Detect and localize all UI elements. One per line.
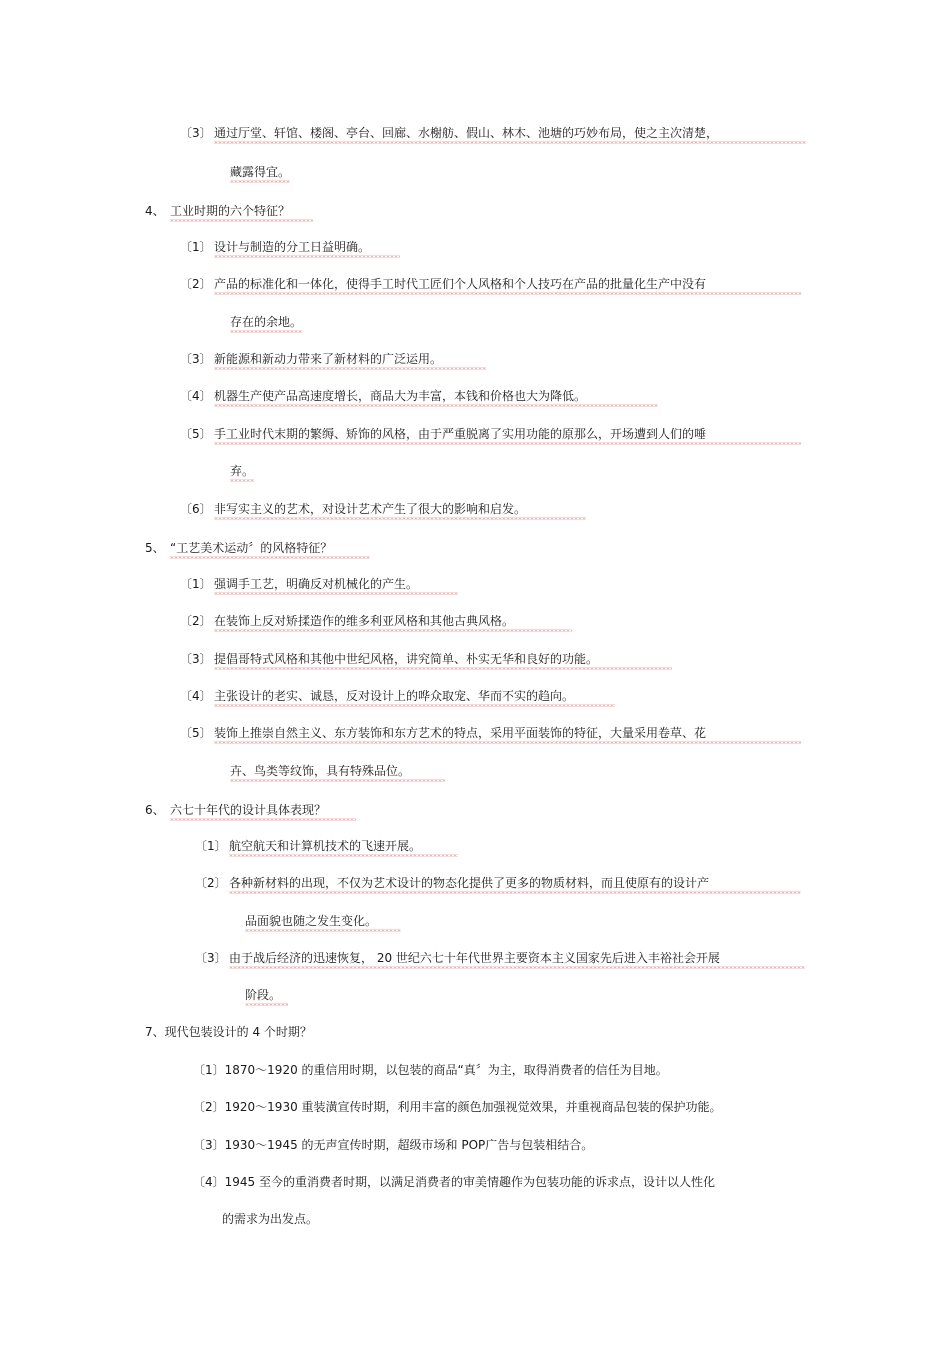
list-item-text: 手工业时代末期的繁缛、矫饰的风格，由于严重脱离了实用功能的原那么，开场遭到人们的唾 bbox=[214, 425, 801, 445]
item-number: 〔6〕 bbox=[180, 502, 212, 516]
list-item-text: 存在的余地。 bbox=[230, 313, 302, 333]
list-item-text: 非写实主义的艺术，对设计艺术产生了很大的影响和启发。 bbox=[214, 500, 586, 520]
list-item-text: 设计与制造的分工日益明确。 bbox=[214, 238, 400, 258]
list-item-text: 强调手工艺，明确反对机械化的产生。 bbox=[214, 575, 458, 595]
section-heading: 7、现代包装设计的 4 个时期？ bbox=[145, 1025, 312, 1039]
list-item-text: 阶段。 bbox=[245, 986, 288, 1006]
list-item-text: 藏露得宜。 bbox=[230, 163, 290, 183]
item-number: 〔1〕 bbox=[180, 240, 212, 254]
list-item-text: 各种新材料的出现，不仅为艺术设计的物态化提供了更多的物质材料，而且使原有的设计产 bbox=[229, 874, 801, 894]
section-number: 6、 bbox=[145, 803, 165, 817]
list-item-text: 装饰上推崇自然主义、东方装饰和东方艺术的特点，采用平面装饰的特征，大量采用卷草、花 bbox=[214, 724, 801, 744]
section-heading: “工艺美术运动〞的风格特征？ bbox=[170, 539, 370, 559]
list-item-text: 由于战后经济的迅速恢复， 20 世纪六七十年代世界主要资本主义国家先后进入丰裕社会开展 bbox=[229, 949, 805, 969]
item-number: 〔2〕 bbox=[195, 876, 227, 890]
item-number: 〔2〕 bbox=[180, 277, 212, 291]
item-number: 〔2〕 bbox=[180, 614, 212, 628]
list-item-text: 〔1〕1870～1920 的重信用时期，以包装的商品“真〞为主，取得消费者的信任为目地。 bbox=[193, 1063, 668, 1077]
item-number: 〔4〕 bbox=[180, 389, 212, 403]
item-number: 〔3〕 bbox=[180, 126, 212, 140]
list-item-text: 通过厅堂、轩馆、楼阁、亭台、回廊、水榭舫、假山、林木、池塘的巧妙布局，使之主次清楚， bbox=[214, 124, 806, 144]
item-number: 〔3〕 bbox=[180, 352, 212, 366]
item-number: 〔3〕 bbox=[195, 951, 227, 965]
section-heading: 工业时期的六个特征？ bbox=[170, 202, 313, 222]
item-number: 〔5〕 bbox=[180, 427, 212, 441]
item-number: 〔1〕 bbox=[195, 839, 227, 853]
list-item-text: 提倡哥特式风格和其他中世纪风格，讲究简单、朴实无华和良好的功能。 bbox=[214, 650, 672, 670]
list-item-text: 品面貌也随之发生变化。 bbox=[245, 912, 401, 932]
list-item-text: 机器生产使产品高速度增长，商品大为丰富，本钱和价格也大为降低。 bbox=[214, 387, 658, 407]
item-number: 〔5〕 bbox=[180, 726, 212, 740]
item-number: 〔1〕 bbox=[180, 577, 212, 591]
list-item-text: 〔3〕1930～1945 的无声宣传时期，超级市场和 POP广告与包装相结合。 bbox=[193, 1138, 594, 1152]
list-item-text: 航空航天和计算机技术的飞速开展。 bbox=[229, 837, 458, 857]
list-item-text: 〔4〕1945 至今的重消费者时期，以满足消费者的审美情趣作为包装功能的诉求点，设计以人性化 bbox=[193, 1175, 715, 1189]
section-number: 4、 bbox=[145, 204, 165, 218]
list-item-text: 主张设计的老实、诚恳，反对设计上的哗众取宠、华而不实的趋向。 bbox=[214, 687, 615, 707]
item-number: 〔3〕 bbox=[180, 652, 212, 666]
section-number: 5、 bbox=[145, 541, 165, 555]
list-item-text: 在装饰上反对矫揉造作的维多利亚风格和其他古典风格。 bbox=[214, 612, 572, 632]
item-number: 〔4〕 bbox=[180, 689, 212, 703]
list-item-text: 产品的标准化和一体化，使得手工时代工匠们个人风格和个人技巧在产品的批量化生产中没有 bbox=[214, 275, 801, 295]
list-item-text: 卉、鸟类等纹饰，具有特殊品位。 bbox=[230, 762, 445, 782]
section-heading: 六七十年代的设计具体表现？ bbox=[170, 801, 356, 821]
list-item-text: 新能源和新动力带来了新材料的广泛运用。 bbox=[214, 350, 486, 370]
list-item-text: 〔2〕1920～1930 重装潢宣传时期，利用丰富的颜色加强视觉效果，并重视商品包装的保护功能。 bbox=[193, 1100, 722, 1114]
list-item-text: 弃。 bbox=[230, 462, 254, 482]
list-item-text: 的需求为出发点。 bbox=[222, 1212, 319, 1226]
